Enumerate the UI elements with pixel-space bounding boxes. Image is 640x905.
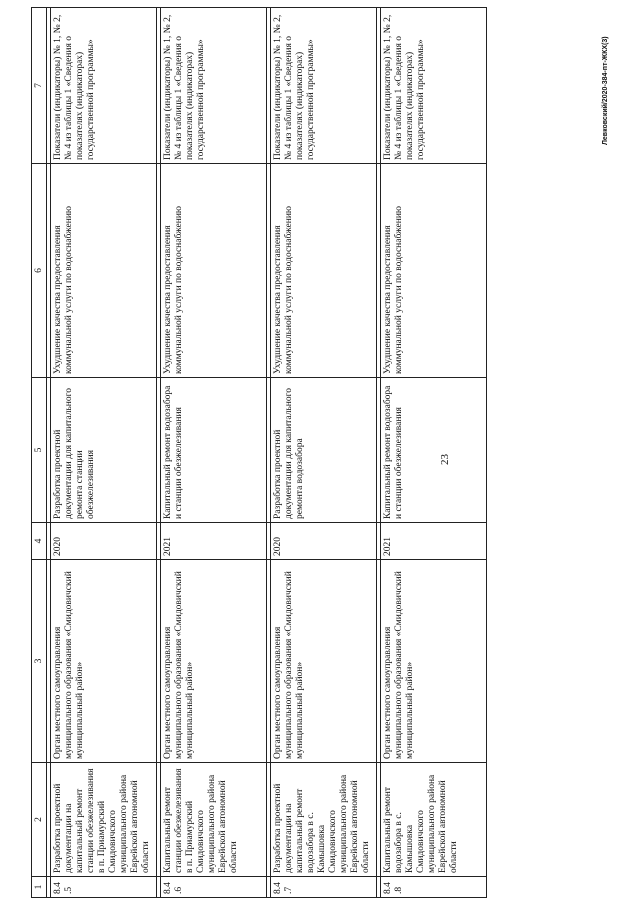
document-code: Левковский/2020-384-пт-ЖКХ(3) <box>602 36 609 145</box>
cell-number: 8.4.5 <box>51 877 157 898</box>
cell-expected-result: Разработка проектной документации для капитального ремонта водозабора <box>271 378 377 523</box>
column-header: 7 <box>32 8 47 164</box>
cell-indicators: Показатели (индикаторы) № 1, № 2, № 4 из таблицы 1 «Сведения о показателях (индикаторах) государственной программы» <box>271 8 377 164</box>
table-row <box>51 8 157 898</box>
program-measures-table <box>31 7 487 898</box>
cell-consequence: Ухудшение качества предоставления коммунальной услуги по водоснабжению <box>271 164 377 378</box>
column-header: 5 <box>32 378 47 523</box>
cell-number: 8.4.8 <box>381 877 487 898</box>
cell-measure-name: Разработка проектной документации на капитальный ремонт водозабора в с. Камышовка Смидовичского муниципального района Еврейской автономной области <box>271 763 377 877</box>
cell-expected-result: Разработка проектной документации для капитального ремонта станции обезжелезивания <box>51 378 157 523</box>
cell-number: 8.4.7 <box>271 877 377 898</box>
page-number: 23 <box>439 454 451 465</box>
column-header: 3 <box>32 560 47 763</box>
cell-consequence: Ухудшение качества предоставления коммунальной услуги по водоснабжению <box>161 164 267 378</box>
table-row <box>381 8 487 898</box>
cell-number: 8.4.6 <box>161 877 267 898</box>
cell-year: 2020 <box>271 523 377 560</box>
column-header: 1 <box>32 877 47 898</box>
cell-indicators: Показатели (индикаторы) № 1, № 2, № 4 из таблицы 1 «Сведения о показателях (индикаторах) государственной программы» <box>51 8 157 164</box>
cell-measure-name: Капитальный ремонт станции обезжелезивания в п. Приамурский Смидовичского муниципального района Еврейской автономной области <box>161 763 267 877</box>
table-row <box>161 8 267 898</box>
column-header: 6 <box>32 164 47 378</box>
cell-year: 2021 <box>381 523 487 560</box>
table-header-row <box>32 8 47 898</box>
cell-expected-result: Капитальный ремонт водозабора и станции обезжелезивания <box>381 378 487 523</box>
cell-indicators: Показатели (индикаторы) № 1, № 2, № 4 из таблицы 1 «Сведения о показателях (индикаторах) государственной программы» <box>161 8 267 164</box>
cell-measure-name: Капитальный ремонт водозабора в с. Камышовка Смидовичского муниципального района Еврейской автономной области <box>381 763 487 877</box>
cell-executor: Орган местного самоуправления муниципального образования «Смидовичский муниципальный район» <box>161 560 267 763</box>
cell-executor: Орган местного самоуправления муниципального образования «Смидовичский муниципальный район» <box>381 560 487 763</box>
cell-executor: Орган местного самоуправления муниципального образования «Смидовичский муниципальный район» <box>271 560 377 763</box>
cell-measure-name: Разработка проектной документации на капитальный ремонт станции обезжелезивания в п. Приамурский Смидовичского муниципального района Еврейской автономной области <box>51 763 157 877</box>
cell-year: 2021 <box>161 523 267 560</box>
cell-consequence: Ухудшение качества предоставления коммунальной услуги по водоснабжению <box>51 164 157 378</box>
cell-expected-result: Капитальный ремонт водозабора и станции обезжелезивания <box>161 378 267 523</box>
column-header: 2 <box>32 763 47 877</box>
column-header: 4 <box>32 523 47 560</box>
cell-indicators: Показатели (индикаторы) № 1, № 2, № 4 из таблицы 1 «Сведения о показателях (индикаторах) государственной программы» <box>381 8 487 164</box>
cell-year: 2020 <box>51 523 157 560</box>
cell-executor: Орган местного самоуправления муниципального образования «Смидовичский муниципальный район» <box>51 560 157 763</box>
cell-consequence: Ухудшение качества предоставления коммунальной услуги по водоснабжению <box>381 164 487 378</box>
table-row <box>271 8 377 898</box>
